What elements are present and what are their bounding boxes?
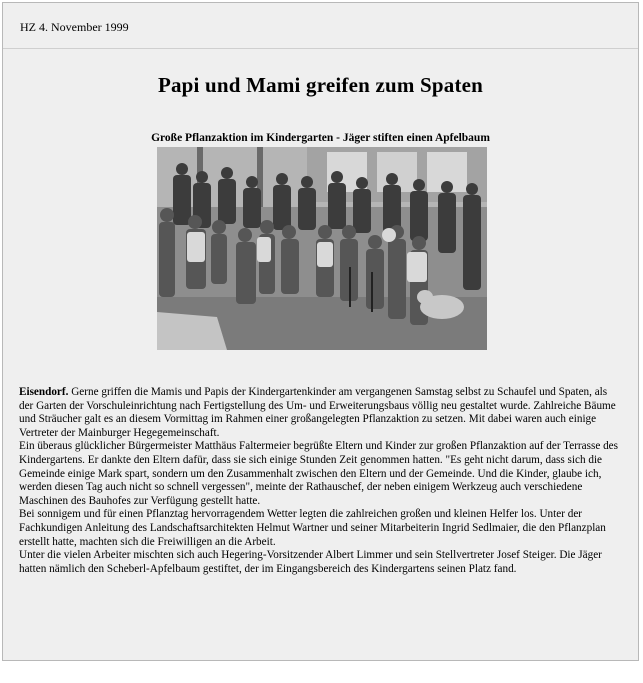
paragraph-2: [19, 440, 619, 508]
paragraph-text: Bei sonnigem und für einen Pflanztag hervorragendem Wetter legten die zahlreichen großen und kleinen Helfer los. Unter der Fachkundigen Anleitung des Landschaftsarchitekten Helmut Wartner und seiner Mitarbeiterin Ingrid Sedlmaier, die den Pflanzplan erstellt hatte, machten sich die Freiwilligen an die Arbeit.: [19, 508, 606, 548]
paragraph-text: Ein überaus glücklicher Bürgermeister Matthäus Faltermeier begrüßte Eltern und Kinder zur großen Pflanzaktion auf der Terrasse des Kindergartens. Er dankte den Eltern dafür, dass sie sich einige Stunden Zeit genommen hatten. "Es geht nicht darum, dass sich die Gemeinde einige Mark spart, sondern um den Zusammenhalt zwischen den Eltern und der Gemeinde. Und die Kinder, glaube ich, werden diesen Tag auch nicht so schnell vergessen", meinte der Rathauschef, der neben einigem Werkzeug auch verschiedene Maschinen des Bauhofes zur Verfügung gestellt hatte.: [19, 440, 618, 507]
photo-illustration: [157, 147, 487, 350]
article-headline: Papi und Mami greifen zum Spaten: [157, 73, 484, 97]
paragraph-1: [19, 386, 619, 440]
group-photo-image: [157, 147, 487, 350]
dateline-place: Eisendorf.: [19, 386, 69, 398]
paragraph-text: Unter die vielen Arbeiter mischten sich auch Hegering-Vorsitzender Albert Limmer und sein Stellvertreter Josef Steiger. Die Jäger hatten nämlich den Scheberl-Apfelbaum gestiftet, der im Eingangsbereich des Kindergartens seinen Platz fand.: [19, 549, 602, 575]
paragraph-4: [19, 549, 619, 576]
paragraph-text: Gerne griffen die Mamis und Papis der Kindergartenkinder am vergangenen Samstag selbst zu Schaufel und Spaten, als der Garten der Vorschuleinrichtung nach Fertigstellung des Um- und Erweiterungsbaus völlig neu gestaltet wurde. Zahlreiche Bäume und Sträucher galt es an diesem Vormittag im Rahmen einer großangelegten Pflanzaktion zu setzen. Mit dabei waren auch einige Vertreter der Mainburger Hegegemeinschaft.: [19, 386, 616, 439]
page-header: [3, 3, 638, 49]
article-page: [2, 2, 639, 661]
date-line: HZ 4. November 1999: [20, 20, 129, 34]
paragraph-3: [19, 508, 619, 549]
article-body: [19, 386, 619, 576]
article-subheadline: Große Pflanzaktion im Kindergarten - Jäger stiften einen Apfelbaum: [151, 132, 490, 144]
